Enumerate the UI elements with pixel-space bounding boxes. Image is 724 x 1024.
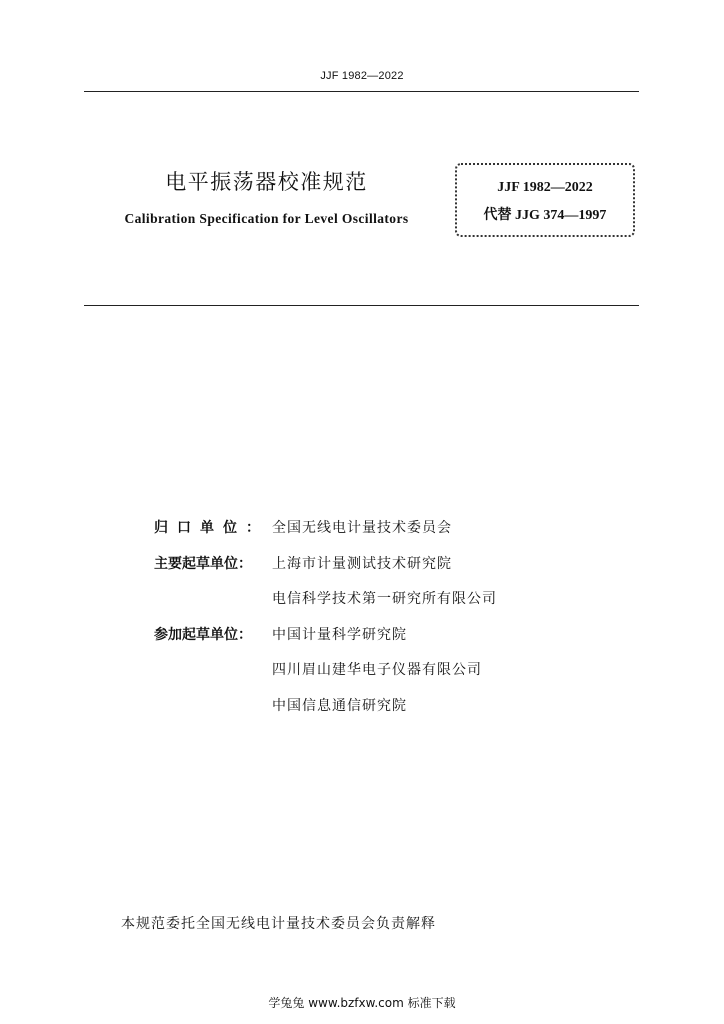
responsible-unit-value: 全国无线电计量技术委员会 bbox=[272, 520, 452, 536]
header-standard-code: JJF 1982—2022 bbox=[320, 70, 404, 82]
participating-unit-value: 中国计量科学研究院 bbox=[272, 626, 407, 643]
main-drafting-unit-value: 电信科学技术第一研究所有限公司 bbox=[272, 591, 497, 607]
standard-code: JJF 1982—2022 bbox=[497, 180, 593, 195]
main-drafting-unit-label: 主要起草单位： bbox=[154, 555, 252, 572]
header-divider bbox=[84, 91, 639, 92]
standard-code-box bbox=[455, 163, 635, 237]
participating-unit-value: 中国信息通信研究院 bbox=[272, 697, 407, 714]
main-drafting-unit-value: 上海市计量测试技术研究院 bbox=[272, 555, 452, 572]
replaced-standard-code: 代替 JJG 374—1997 bbox=[483, 208, 607, 223]
participating-unit-label: 参加起草单位： bbox=[154, 626, 252, 643]
interpretation-note: 本规范委托全国无线电计量技术委员会负责解释 bbox=[121, 916, 436, 932]
responsible-unit-label: 归口单位： bbox=[154, 520, 269, 536]
participating-unit-value: 四川眉山建华电子仪器有限公司 bbox=[272, 662, 482, 678]
title-divider bbox=[84, 305, 639, 306]
page-subtitle-english: Calibration Specification for Level Oscillators bbox=[124, 211, 409, 226]
footer-watermark: 学兔兔 www.bzfxw.com 标准下载 bbox=[268, 996, 456, 1010]
page-title: 电平振荡器校准规范 bbox=[165, 170, 368, 194]
